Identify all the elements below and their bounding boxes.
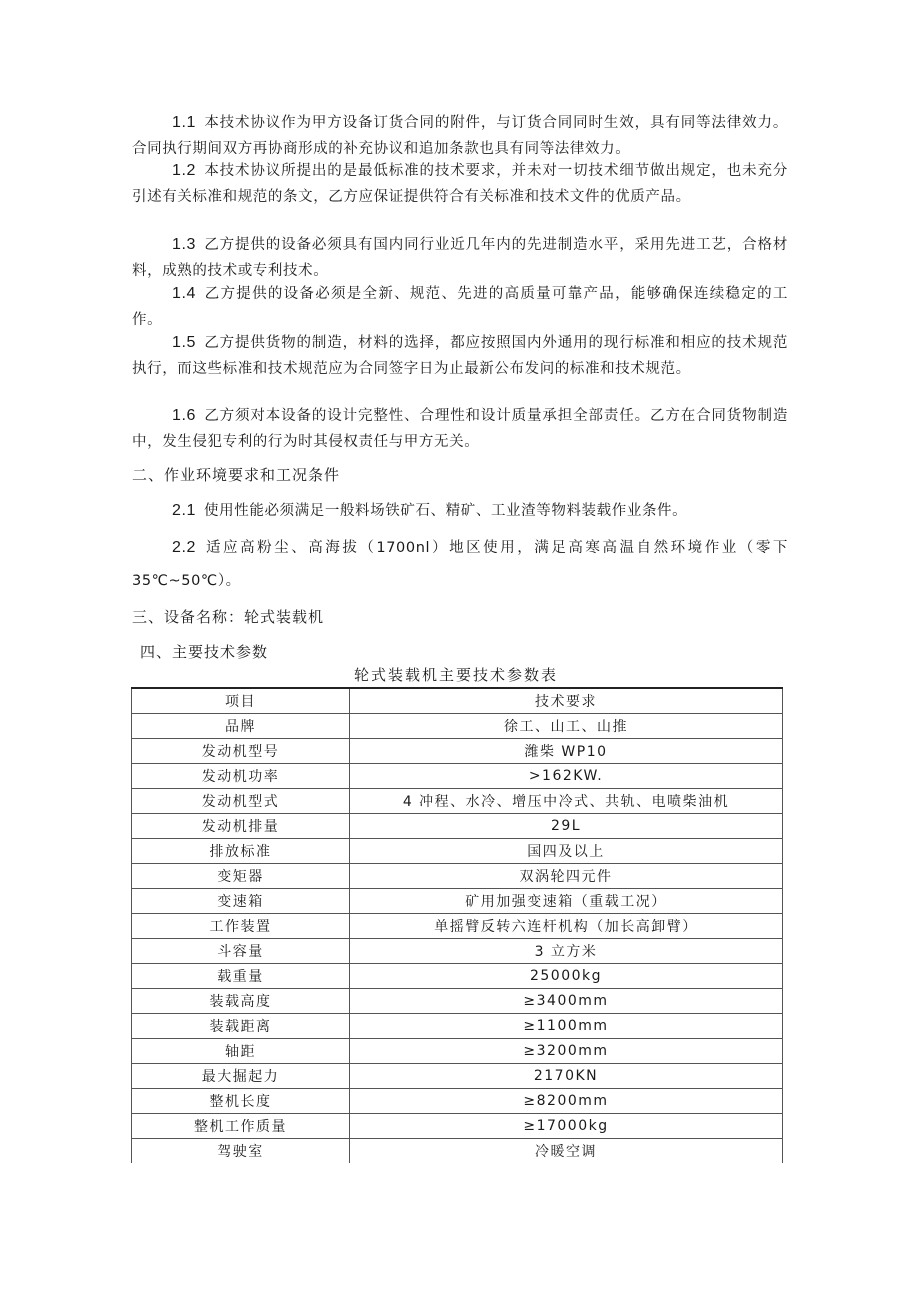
row-value: 双涡轮四元件 (350, 864, 783, 889)
clause-text: 乙方提供的设备必须是全新、规范、先进的高质量可靠产品，能够确保连续稳定的工作。 (132, 286, 788, 328)
row-label: 斗容量 (132, 939, 350, 964)
clause-text: 乙方提供的设备必须具有国内同行业近几年内的先进制造水平，采用先进工艺，合格材料，成熟的技术或专利技术。 (132, 237, 788, 279)
section-3-heading: 三、设备名称：轮式装载机 (132, 608, 325, 626)
clause-number: 1.2 (172, 162, 197, 179)
clause-text: 使用性能必须满足一般料场铁矿石、精矿、工业渣等物料装载作业条件。 (204, 503, 688, 519)
header-item: 项目 (132, 688, 350, 714)
table-row (132, 764, 783, 789)
row-label: 最大掘起力 (132, 1064, 350, 1089)
table-row (132, 914, 783, 939)
row-value: 徐工、山工、山推 (350, 714, 783, 739)
row-label: 发动机功率 (132, 764, 350, 789)
table-row (132, 814, 783, 839)
row-value: 单摇臂反转六连杆机构（加长高卸臂） (350, 914, 783, 939)
table-row (132, 1139, 783, 1164)
clause-1-1 (132, 110, 788, 162)
table-caption: 轮式装载机主要技术参数表 (353, 666, 558, 684)
table-row (132, 939, 783, 964)
table-row (132, 714, 783, 739)
clause-number: 2.1 (172, 502, 197, 519)
row-value: 2170KN (350, 1064, 783, 1089)
row-label: 变速箱 (132, 889, 350, 914)
row-value: 25000kg (350, 964, 783, 989)
clause-1-2 (132, 158, 788, 210)
clause-text: 本技术协议所提出的是最低标准的技术要求，并未对一切技术细节做出规定，也未充分引述有关标准和规范的条文，乙方应保证提供符合有关标准和技术文件的优质产品。 (132, 163, 788, 205)
clause-text: 乙方提供货物的制造，材料的选择，都应按照国内外通用的现行标准和相应的技术规范执行，而这些标准和技术规范应为合同签字日为止最新公布发问的标准和技术规范。 (132, 335, 788, 377)
row-value: 29L (350, 814, 783, 839)
table-row (132, 789, 783, 814)
row-label: 品牌 (132, 714, 350, 739)
row-value: ≥3400mm (350, 989, 783, 1014)
row-label: 发动机排量 (132, 814, 350, 839)
clause-text: 乙方须对本设备的设计完整性、合理性和设计质量承担全部责任。乙方在合同货物制造中，发生侵犯专利的行为时其侵权责任与甲方无关。 (132, 408, 788, 450)
row-value: ≥8200mm (350, 1089, 783, 1114)
clause-1-5 (132, 330, 788, 382)
clause-text: 本技术协议作为甲方设备订货合同的附件，与订货合同同时生效，具有同等法律效力。合同执行期间双方再协商形成的补充协议和追加条款也具有同等法律效力。 (132, 115, 788, 157)
table-row (132, 864, 783, 889)
clause-number: 1.4 (172, 285, 197, 302)
section-4-heading: 四、主要技术参数 (140, 643, 269, 661)
table-row (132, 1114, 783, 1139)
clause-text: 适应高粉尘、高海拔（1700nl）地区使用，满足高寒高温自然环境作业（零下35℃~50℃）。 (132, 540, 788, 589)
table-row (132, 989, 783, 1014)
row-value: 国四及以上 (350, 839, 783, 864)
row-label: 整机长度 (132, 1089, 350, 1114)
row-label: 变矩器 (132, 864, 350, 889)
clause-1-3 (132, 232, 788, 284)
table-row (132, 1089, 783, 1114)
row-value: >162KW. (350, 764, 783, 789)
row-value: 4 冲程、水冷、增压中冷式、共轨、电喷柴油机 (350, 789, 783, 814)
row-label: 载重量 (132, 964, 350, 989)
row-label: 发动机型号 (132, 739, 350, 764)
row-value: ≥1100mm (350, 1014, 783, 1039)
section-2-heading: 二、作业环境要求和工况条件 (132, 466, 341, 484)
clause-number: 1.6 (172, 407, 197, 424)
header-requirement: 技术要求 (350, 688, 783, 714)
clause-1-4 (132, 281, 788, 333)
table-row (132, 1064, 783, 1089)
row-label: 发动机型式 (132, 789, 350, 814)
table-header-row (132, 688, 783, 714)
row-label: 整机工作质量 (132, 1114, 350, 1139)
clause-2-2 (132, 531, 788, 598)
row-value: 潍柴 WP10 (350, 739, 783, 764)
row-value: 冷暖空调 (350, 1139, 783, 1164)
row-label: 轴距 (132, 1039, 350, 1064)
clause-number: 2.2 (172, 539, 197, 556)
row-value: 矿用加强变速箱（重载工况） (350, 889, 783, 914)
table-row (132, 739, 783, 764)
clause-number: 1.5 (172, 334, 197, 351)
table-row (132, 839, 783, 864)
row-label: 装载高度 (132, 989, 350, 1014)
row-label: 工作装置 (132, 914, 350, 939)
clause-number: 1.3 (172, 236, 197, 253)
table-row (132, 1014, 783, 1039)
row-label: 驾驶室 (132, 1139, 350, 1164)
table-row (132, 964, 783, 989)
table-row (132, 889, 783, 914)
table-row (132, 1039, 783, 1064)
row-value: ≥17000kg (350, 1114, 783, 1139)
clause-number: 1.1 (172, 114, 197, 131)
clause-1-6 (132, 403, 788, 455)
row-label: 装载距离 (132, 1014, 350, 1039)
spec-table (131, 687, 783, 1163)
row-label: 排放标准 (132, 839, 350, 864)
row-value: 3 立方米 (350, 939, 783, 964)
row-value: ≥3200mm (350, 1039, 783, 1064)
clause-2-1 (132, 497, 788, 525)
